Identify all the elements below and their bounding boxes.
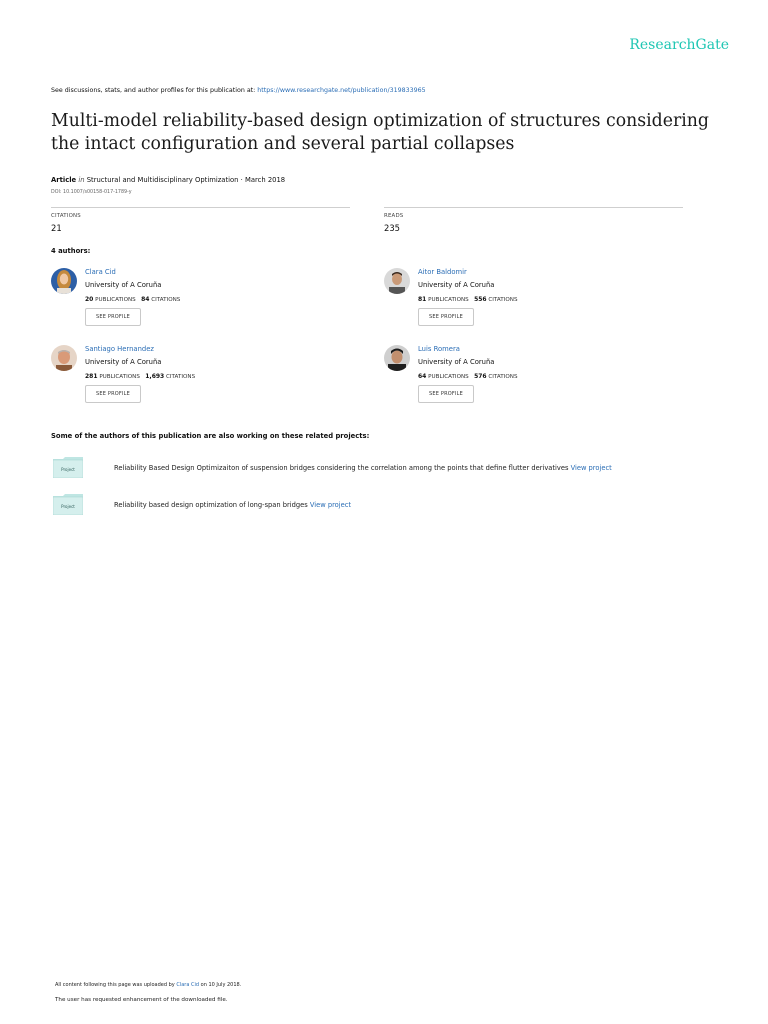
author-card xyxy=(51,268,351,338)
researchgate-logo[interactable]: ResearchGate xyxy=(629,37,729,53)
project-item xyxy=(114,464,612,472)
article-type: Article xyxy=(51,176,77,184)
citations-label: CITATIONS xyxy=(151,297,181,303)
luis-romera-avatar[interactable] xyxy=(384,345,410,371)
author-name-link[interactable]: Aitor Baldomir xyxy=(418,268,467,276)
paper-title: Multi-model reliability-based design optimization of structures considering the intact configuration and several partial collapses xyxy=(51,111,709,154)
in-word: in xyxy=(78,176,85,184)
project-icon-label: Project xyxy=(61,504,75,509)
see-profile-button[interactable]: SEE PROFILE xyxy=(85,385,141,403)
authors-heading: 4 authors: xyxy=(51,247,91,255)
reads-count: 235 xyxy=(384,223,400,233)
publications-label: PUBLICATIONS xyxy=(428,374,469,380)
upload-notice xyxy=(55,982,241,988)
enhancement-notice: The user has requested enhancement of the downloaded file. xyxy=(55,997,228,1003)
uploader-link[interactable]: Clara Cid xyxy=(176,982,200,988)
upload-prefix: All content following this page was uploaded by xyxy=(55,982,177,988)
author-name-link[interactable]: Santiago Hernandez xyxy=(85,345,154,353)
see-text: See discussions, stats, and author profiles for this publication at: xyxy=(51,87,258,94)
publications-label: PUBLICATIONS xyxy=(95,297,136,303)
view-project-link[interactable]: View project xyxy=(570,464,612,472)
aitor-baldomir-avatar[interactable] xyxy=(384,268,410,294)
venue: Structural and Multidisciplinary Optimization · March 2018 xyxy=(86,176,286,184)
author-stats xyxy=(85,296,180,303)
paper-meta xyxy=(51,176,285,184)
project-folder-icon[interactable] xyxy=(53,494,83,515)
project-folder-icon[interactable] xyxy=(53,457,83,478)
author-name-link[interactable]: Clara Cid xyxy=(85,268,116,276)
clara-cid-avatar[interactable] xyxy=(51,268,77,294)
author-card xyxy=(51,345,351,415)
see-profile-button[interactable]: SEE PROFILE xyxy=(85,308,141,326)
project-title: Reliability based design optimization of long-span bridges xyxy=(114,501,310,509)
author-affiliation: University of A Coruña xyxy=(418,358,495,366)
doi: DOI: 10.1007/s00158-017-1789-y xyxy=(51,190,132,195)
citations-count: 576 xyxy=(474,373,487,380)
project-icon-label: Project xyxy=(61,467,75,472)
author-stats xyxy=(418,296,518,303)
see-discussions-line xyxy=(51,87,426,94)
author-stats xyxy=(418,373,518,380)
citations-label: CITATIONS xyxy=(166,374,196,380)
citations-divider xyxy=(51,207,350,208)
publications-count: 81 xyxy=(418,296,427,303)
see-profile-button[interactable]: SEE PROFILE xyxy=(418,385,474,403)
upload-suffix: on 10 July 2018. xyxy=(199,982,242,988)
citations-count: 1,693 xyxy=(145,373,165,380)
citations-label: CITATIONS xyxy=(51,213,81,219)
publications-label: PUBLICATIONS xyxy=(428,297,469,303)
citations-count: 556 xyxy=(474,296,487,303)
project-item xyxy=(114,501,351,509)
author-affiliation: University of A Coruña xyxy=(418,281,495,289)
see-profile-button[interactable]: SEE PROFILE xyxy=(418,308,474,326)
reads-divider xyxy=(384,207,683,208)
publications-count: 64 xyxy=(418,373,427,380)
publications-label: PUBLICATIONS xyxy=(99,374,140,380)
citations-count: 84 xyxy=(141,296,150,303)
author-affiliation: University of A Coruña xyxy=(85,281,162,289)
related-projects-heading: Some of the authors of this publication are also working on these related projects: xyxy=(51,432,370,440)
publication-url-link[interactable]: https://www.researchgate.net/publication/319833965 xyxy=(257,87,426,94)
citations-label: CITATIONS xyxy=(488,374,518,380)
publications-count: 20 xyxy=(85,296,94,303)
citations-label: CITATIONS xyxy=(488,297,518,303)
citations-count: 21 xyxy=(51,223,62,233)
author-stats xyxy=(85,373,195,380)
reads-label: READS xyxy=(384,213,404,219)
author-name-link[interactable]: Luis Romera xyxy=(418,345,460,353)
santiago-hernandez-avatar[interactable] xyxy=(51,345,77,371)
publications-count: 281 xyxy=(85,373,98,380)
author-card xyxy=(384,268,684,338)
author-card xyxy=(384,345,684,415)
project-title: Reliability Based Design Optimizaiton of suspension bridges considering the correlation among the points that define flutter derivatives xyxy=(114,464,571,472)
view-project-link[interactable]: View project xyxy=(309,501,352,509)
author-affiliation: University of A Coruña xyxy=(85,358,162,366)
